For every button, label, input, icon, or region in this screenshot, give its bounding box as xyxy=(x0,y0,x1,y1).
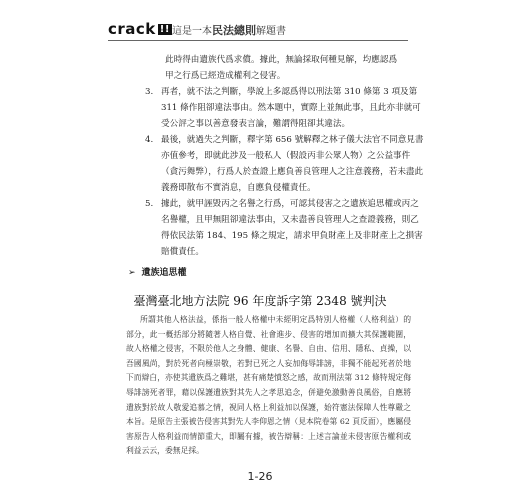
lead-line-2: 甲之行爲已經造成權利之侵害。 xyxy=(165,71,286,81)
list-item xyxy=(145,84,425,132)
section-heading xyxy=(128,265,187,278)
list-item-number: 5. xyxy=(145,199,154,209)
case-title: 臺灣臺北地方法院 96 年度訴字第 2348 號判決 xyxy=(133,294,387,308)
list-item-text: 據此，就甲誣毀丙之名譽之行爲，可認其侵害之之遺族追思權或丙之名譽權，且甲無阻卻違法事由，又未盡善良管理人之查證義務，則乙得依民法第 184、195 條之規定，請求甲負財產上及非財產上之損害賠償責任。 xyxy=(161,199,423,257)
list-item xyxy=(145,132,425,196)
list-item-number: 4. xyxy=(145,135,154,145)
book-title-prefix: 這是一本 xyxy=(172,26,212,37)
list-item-number: 3. xyxy=(145,87,154,97)
case-quote xyxy=(126,313,411,459)
brand-logo xyxy=(108,20,172,38)
list-item xyxy=(145,196,425,260)
list-item-text: 再者，就不法之判斷，學說上多認爲得以刑法第 310 條第 3 項及第 311 條作阻卻違法事由。然本題中，實際上並無此事，且此亦非就可受公評之事以善意發表言論，難謂得阻卻其違法。 xyxy=(161,87,421,129)
book-title-suffix: 解題書 xyxy=(256,26,286,37)
section-heading-text: 遺族追思權 xyxy=(141,268,187,278)
lead-paragraph xyxy=(165,52,420,84)
header-divider xyxy=(108,40,408,41)
arrow-bullet-icon: ➢ xyxy=(128,268,136,278)
case-quote-text: 所謂其他人格法益，係指一般人格權中未經明定爲特別人格權（人格利益）的部分，此一概括部分將隨著人格自覺、社會進步、侵害的增加而擴大其保護範圍，故人格權之侵害，不限於他人之身體、健康、名譽、自由、信用、隱私、貞操，以吾國風尚，對於死者向極崇敬，若對已死之人妄加侮辱誹謗，非獨不能起死者於地下而辯白，亦使其遺族爲之難堪，甚有痛楚憤怒之感，故而刑法第 312 條特規定侮辱誹謗死者罪，藉以保護遺族對其先人之孝思追念，併避免激動善良風俗，自應將遺族對於故人敬愛追慕之情，視同人格上利益加以保護，始符憲法保障人性尊嚴之本旨。是原告主張被告侵害其對先人李仰恩之情（見本院卷第 62 頁反面），應屬侵害原告人格利益而情節重大，即屬有據，被告辯稱：上述言論並未侵害原告權利或利益云云，委無足採。 xyxy=(126,315,411,456)
lead-line-1: 此時得由遺族代爲求償。據此，無論採取何種見解，均應認爲 xyxy=(165,55,398,65)
brand-name: crack xyxy=(108,20,156,38)
numbered-list xyxy=(145,84,425,260)
book-title-main: 民法總則 xyxy=(212,24,256,37)
book-title xyxy=(172,22,286,38)
page-header xyxy=(0,0,520,40)
page-number: 1-26 xyxy=(247,470,273,483)
brand-mark: !! xyxy=(159,24,170,35)
list-item-text: 最後，就過失之判斷，釋字第 656 號解釋之林子儀大法官不同意見書亦值參考，即就此涉及一般私人（假設丙非公眾人物）之公益事件（貪污舞弊），行爲人於查證上應負善良管理人之注意義務，若未盡此義務即散布不實消息，自應負侵權責任。 xyxy=(161,135,424,193)
